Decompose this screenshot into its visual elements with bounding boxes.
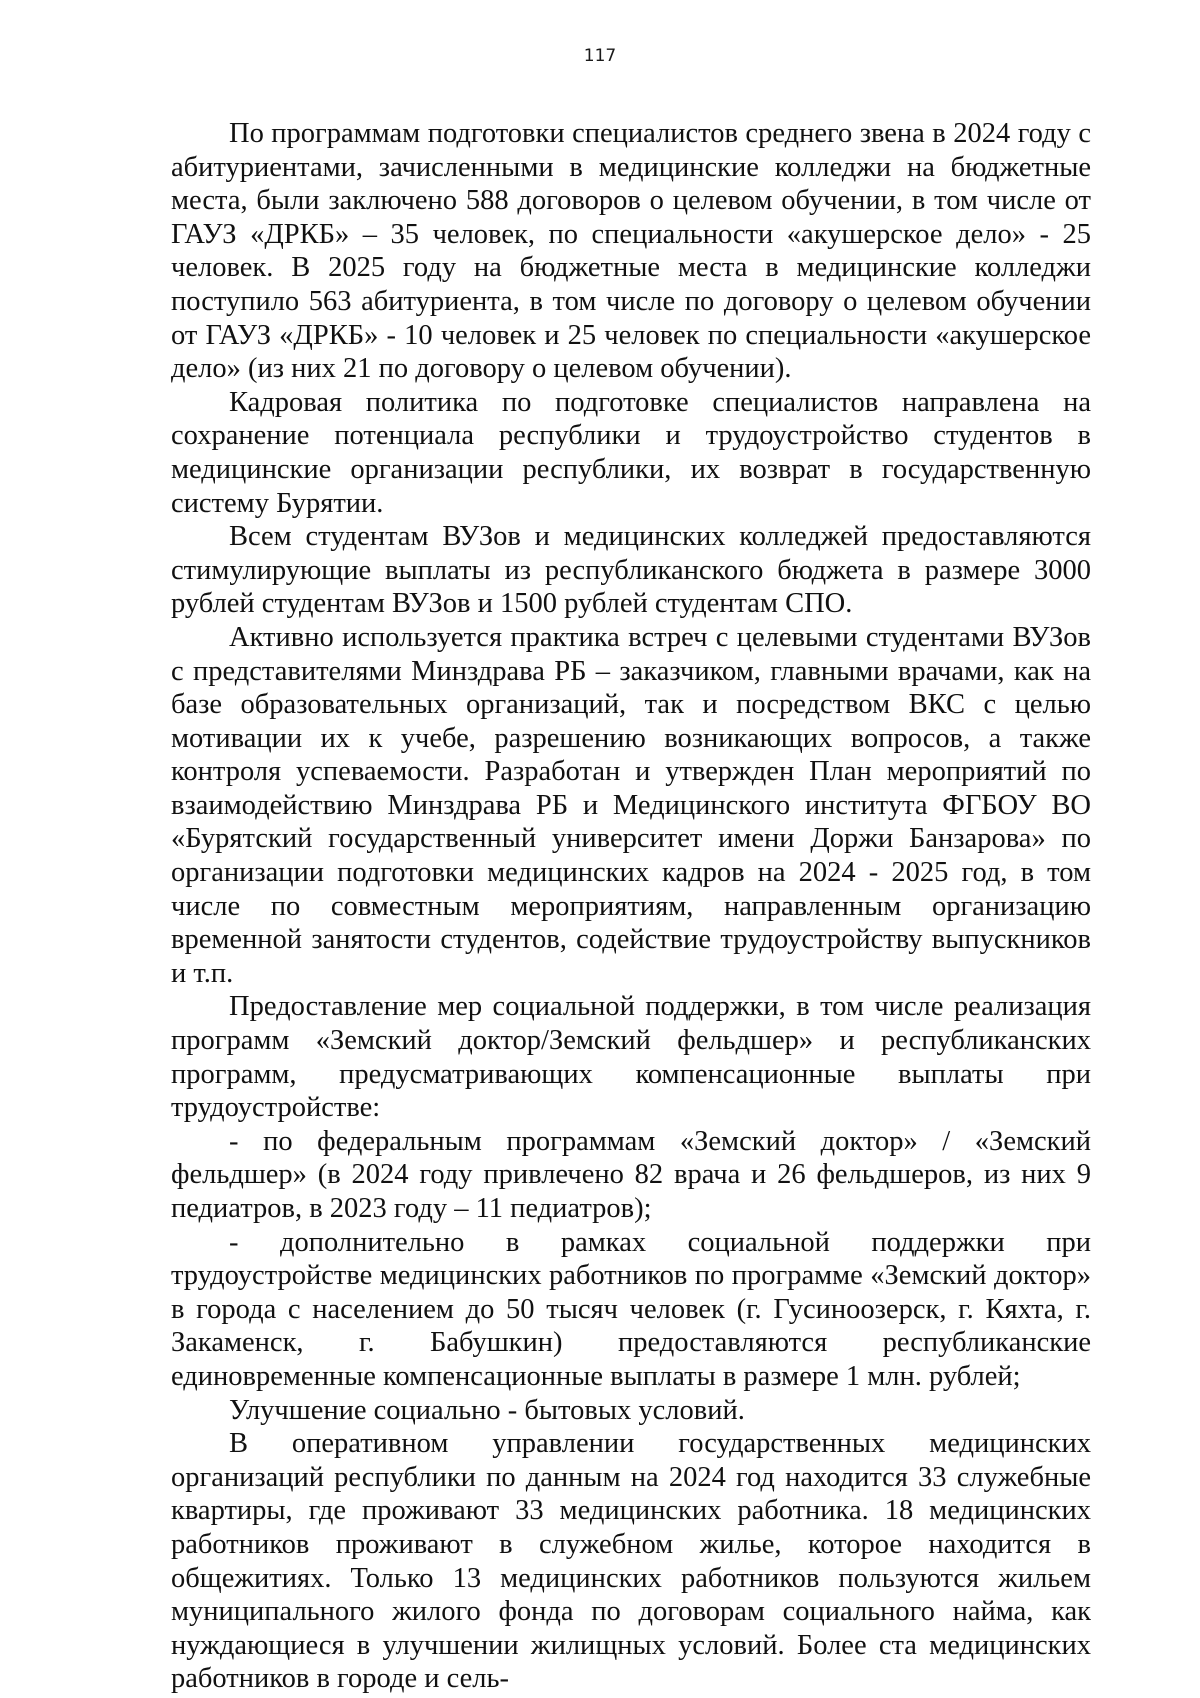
- paragraph-secondary-education-contracts: По программам подготовки специалистов среднего звена в 2024 году с абитуриентами, зачисленными в медицинские колледжи на бюджетные места, были заключено 588 договоров о целевом обучении, в том числе от ГАУЗ «ДРКБ» – 35 человек, по специальности «акушерское дело» - 25 человек. В 2025 году на бюджетные места в медицинские колледжи поступило 563 абитуриента, в том числе по договору о целевом обучении от ГАУЗ «ДРКБ» - 10 человек и 25 человек по специальности «акушерское дело» (из них 21 по договору о целевом обучении).: [171, 118, 1091, 385]
- paragraph-federal-programs: - по федеральным программам «Земский доктор» / «Земский фельдшер» (в 2024 году привлечено 82 врача и 26 фельдшеров, из них 9 педиатров, в 2023 году – 11 педиатров);: [171, 1125, 1091, 1224]
- paragraph-personnel-policy: Кадровая политика по подготовке специалистов направлена на сохранение потенциала республики и трудоустройство студентов в медицинские организации республики, их возврат в государственную систему Бурятии.: [171, 386, 1091, 519]
- paragraph-living-conditions-heading: Улучшение социально - бытовых условий.: [229, 1394, 745, 1426]
- page-number: 117: [583, 46, 617, 66]
- paragraph-republican-payments: - дополнительно в рамках социальной поддержки при трудоустройстве медицинских работников по программе «Земский доктор» в города с населением до 50 тысяч человек (г. Гусиноозерск, г. Кяхта, г. Закаменск, г. Бабушкин) предоставляются республиканские единовременные компенсационные выплаты в размере 1 млн. рублей;: [171, 1226, 1091, 1392]
- paragraph-student-payments: Всем студентам ВУЗов и медицинских колледжей предоставляются стимулирующие выплаты из республиканского бюджета в размере 3000 рублей студентам ВУЗов и 1500 рублей студентам СПО.: [171, 521, 1091, 620]
- paragraph-service-housing: В оперативном управлении государственных медицинских организаций республики по данным на 2024 год находится 33 служебные квартиры, где проживают 33 медицинских работника. 18 медицинских работников проживают в служебном жилье, которое находится в общежитиях. Только 13 медицинских работников пользуются жильем муниципального жилого фонда по договорам социального найма, как нуждающиеся в улучшении жилищных условий. Более ста медицинских работников в городе и сель-: [171, 1428, 1091, 1695]
- paragraph-social-support: Предоставление мер социальной поддержки, в том числе реализация программ «Земский доктор/Земский фельдшер» и республиканских программ, предусматривающих компенсационные выплаты при трудоустройстве:: [171, 991, 1091, 1124]
- paragraph-meetings-plan: Активно используется практика встреч с целевыми студентами ВУЗов с представителями Минздрава РБ – заказчиком, главными врачами, как на базе образовательных организаций, так и посредством ВКС с целью мотивации их к учебе, разрешению возникающих вопросов, а также контроля успеваемости. Разработан и утвержден План мероприятий по взаимодействию Минздрава РБ и Медицинского института ФГБОУ ВО «Бурятский государственный университет имени Доржи Банзарова» по организации подготовки медицинских кадров на 2024 - 2025 год, в том числе по совместным мероприятиям, направленным организацию временной занятости студентов, содействие трудоустройству выпускников и т.п.: [171, 621, 1091, 989]
- document-body: [171, 117, 1091, 1696]
